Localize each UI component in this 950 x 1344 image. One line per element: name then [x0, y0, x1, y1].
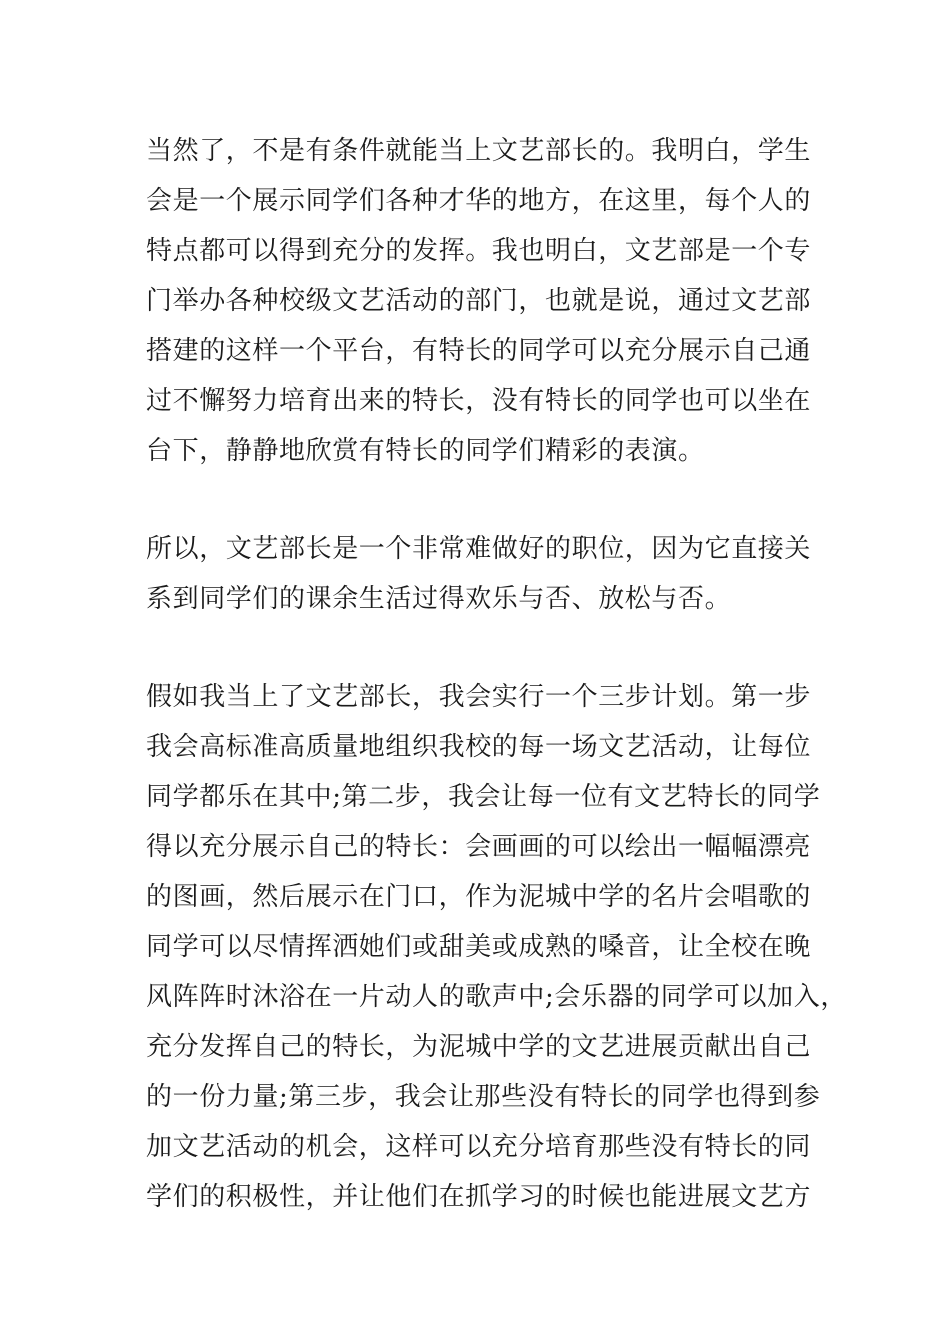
text-line: 假如我当上了文艺部长，我会实行一个三步计划。第一步 [146, 682, 812, 712]
text-line: 充分发挥自己的特长，为泥城中学的文艺进展贡献出自己 [146, 1032, 812, 1062]
text-line: 特点都可以得到充分的发挥。我也明白，文艺部是一个专 [146, 236, 812, 266]
text-line: 台下，静静地欣赏有特长的同学们精彩的表演。 [146, 436, 705, 466]
text-line: 我会高标准高质量地组织我校的每一场文艺活动，让每位 [146, 732, 812, 762]
text-line: 风阵阵时沐浴在一片动人的歌声中;会乐器的同学可以加入， [146, 982, 847, 1012]
text-line: 所以，文艺部长是一个非常难做好的职位，因为它直接关 [146, 534, 812, 564]
text-line: 同学都乐在其中;第二步，我会让每一位有文艺特长的同学 [146, 782, 821, 812]
text-line: 门举办各种校级文艺活动的部门，也就是说，通过文艺部 [146, 286, 812, 316]
text-line: 同学可以尽情挥洒她们或甜美或成熟的嗓音，让全校在晚 [146, 932, 812, 962]
text-line: 的一份力量;第三步，我会让那些没有特长的同学也得到参 [146, 1082, 821, 1112]
text-line: 学们的积极性，并让他们在抓学习的时候也能进展文艺方 [146, 1182, 812, 1212]
text-line: 系到同学们的课余生活过得欢乐与否、放松与否。 [146, 584, 732, 614]
text-line: 加文艺活动的机会，这样可以充分培育那些没有特长的同 [146, 1132, 812, 1162]
text-line: 会是一个展示同学们各种才华的地方，在这里，每个人的 [146, 186, 812, 216]
text-line: 过不懈努力培育出来的特长，没有特长的同学也可以坐在 [146, 386, 812, 416]
text-line: 搭建的这样一个平台，有特长的同学可以充分展示自己通 [146, 336, 812, 366]
text-line: 得以充分展示自己的特长：会画画的可以绘出一幅幅漂亮 [146, 832, 812, 862]
text-line: 的图画，然后展示在门口，作为泥城中学的名片会唱歌的 [146, 882, 812, 912]
text-line: 当然了，不是有条件就能当上文艺部长的。我明白，学生 [146, 136, 812, 166]
